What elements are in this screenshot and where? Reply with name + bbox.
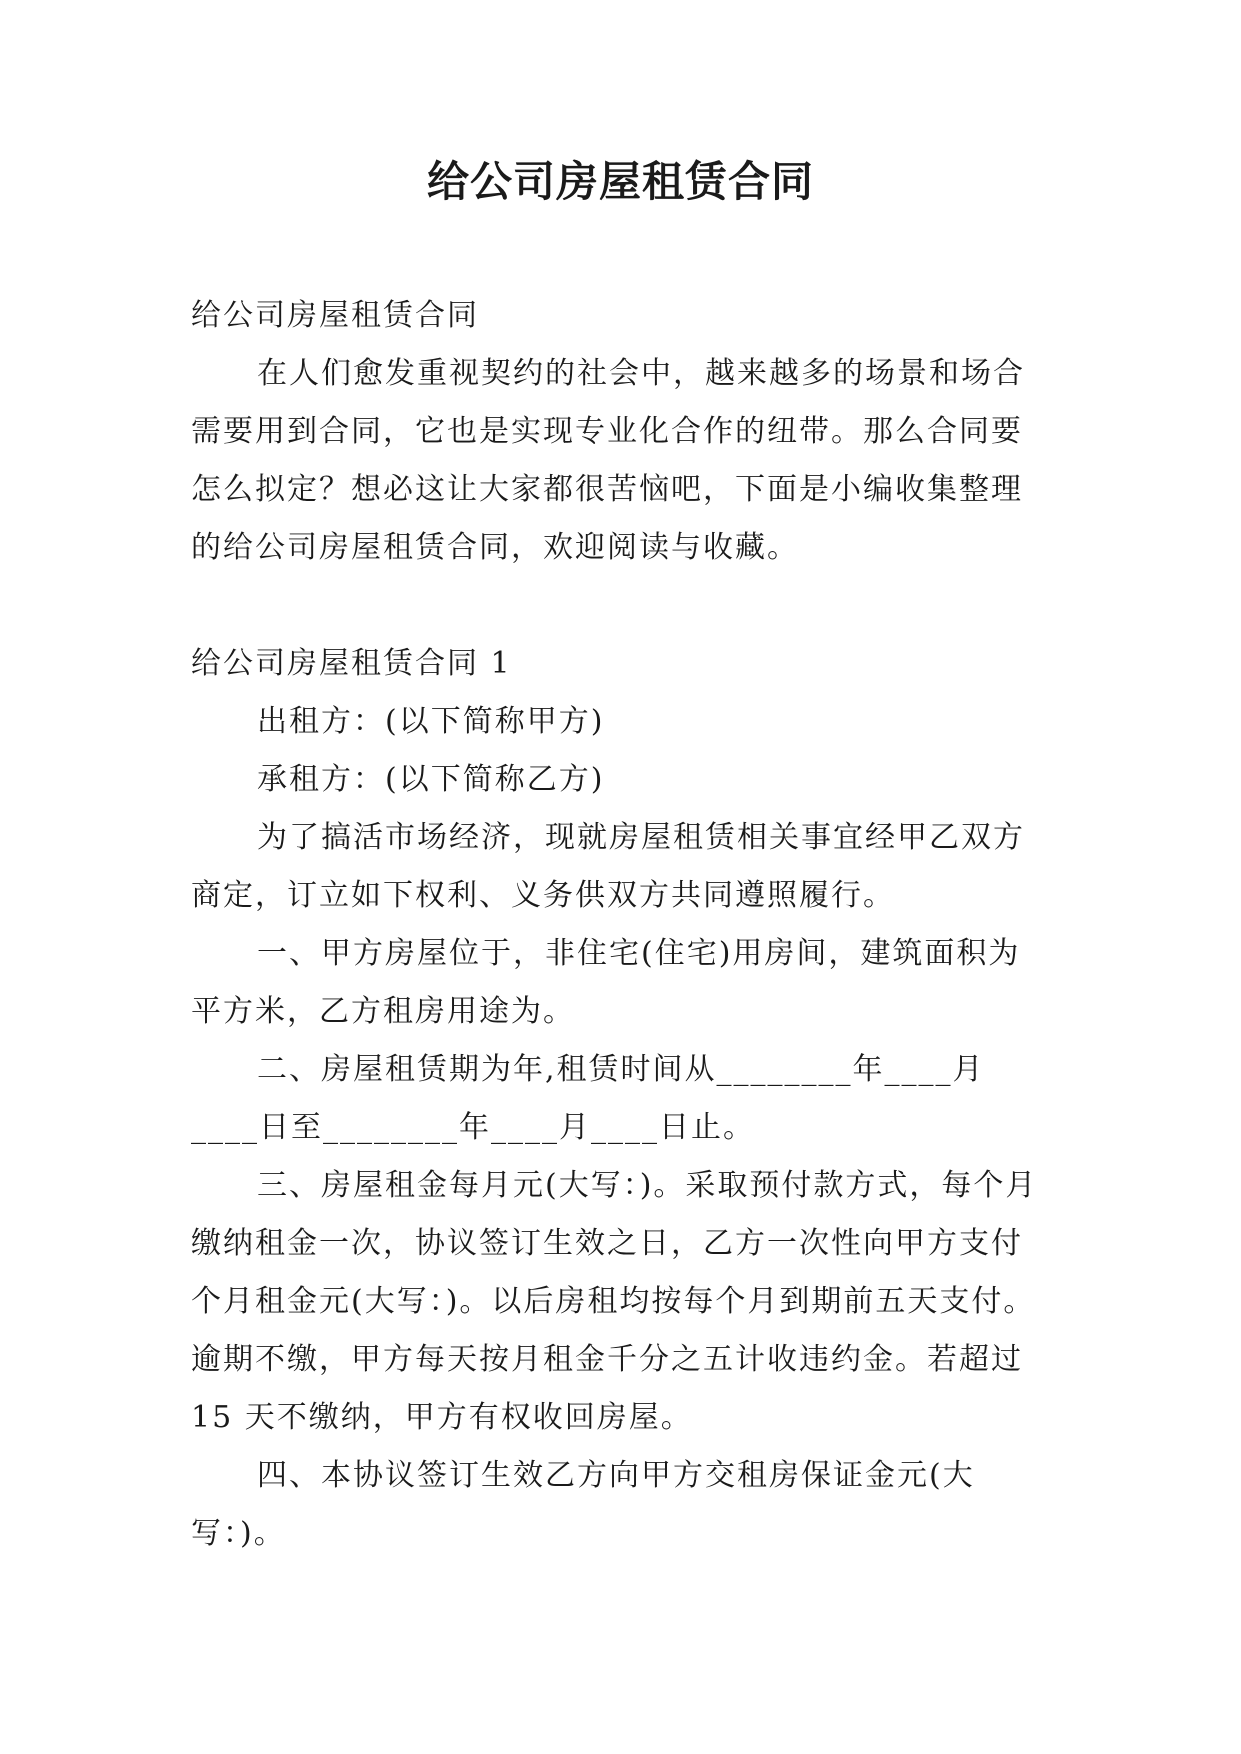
intro-heading: 给公司房屋租赁合同	[191, 298, 479, 333]
document-body	[191, 287, 1051, 1563]
section-heading: 给公司房屋租赁合同 1	[191, 646, 512, 681]
clause-3: 三、房屋租金每月元(大写：)。采取预付款方式，每个月缴纳租金一次，协议签订生效之日，乙方一次性向甲方支付个月租金元(大写：)。以后房租均按每个月到期前五天支付。逾期不缴，甲方每天按月租金千分之五计收违约金。若超过 15 天不缴纳，甲方有权收回房屋。	[191, 1168, 1038, 1435]
clause-1: 一、甲方房屋位于，非住宅(住宅)用房间，建筑面积为平方米，乙方租房用途为。	[191, 936, 1021, 1029]
clause-2: 二、房屋租赁期为年,租赁时间从________年____月____日至________年____月____日止。	[191, 1052, 985, 1145]
clause-4: 四、本协议签订生效乙方向甲方交租房保证金元(大写：)。	[191, 1458, 975, 1551]
document-title: 给公司房屋租赁合同	[426, 157, 814, 206]
lessor-line: 出租方：(以下简称甲方)	[257, 704, 605, 739]
intro-paragraph: 在人们愈发重视契约的社会中，越来越多的场景和场合需要用到合同，它也是实现专业化合作的纽带。那么合同要怎么拟定？想必这让大家都很苦恼吧，下面是小编收集整理的给公司房屋租赁合同，欢迎阅读与收藏。	[191, 356, 1025, 565]
lessee-line: 承租方：(以下简称乙方)	[257, 762, 605, 797]
preamble-paragraph: 为了搞活市场经济，现就房屋租赁相关事宜经甲乙双方商定，订立如下权利、义务供双方共同遵照履行。	[191, 820, 1025, 913]
